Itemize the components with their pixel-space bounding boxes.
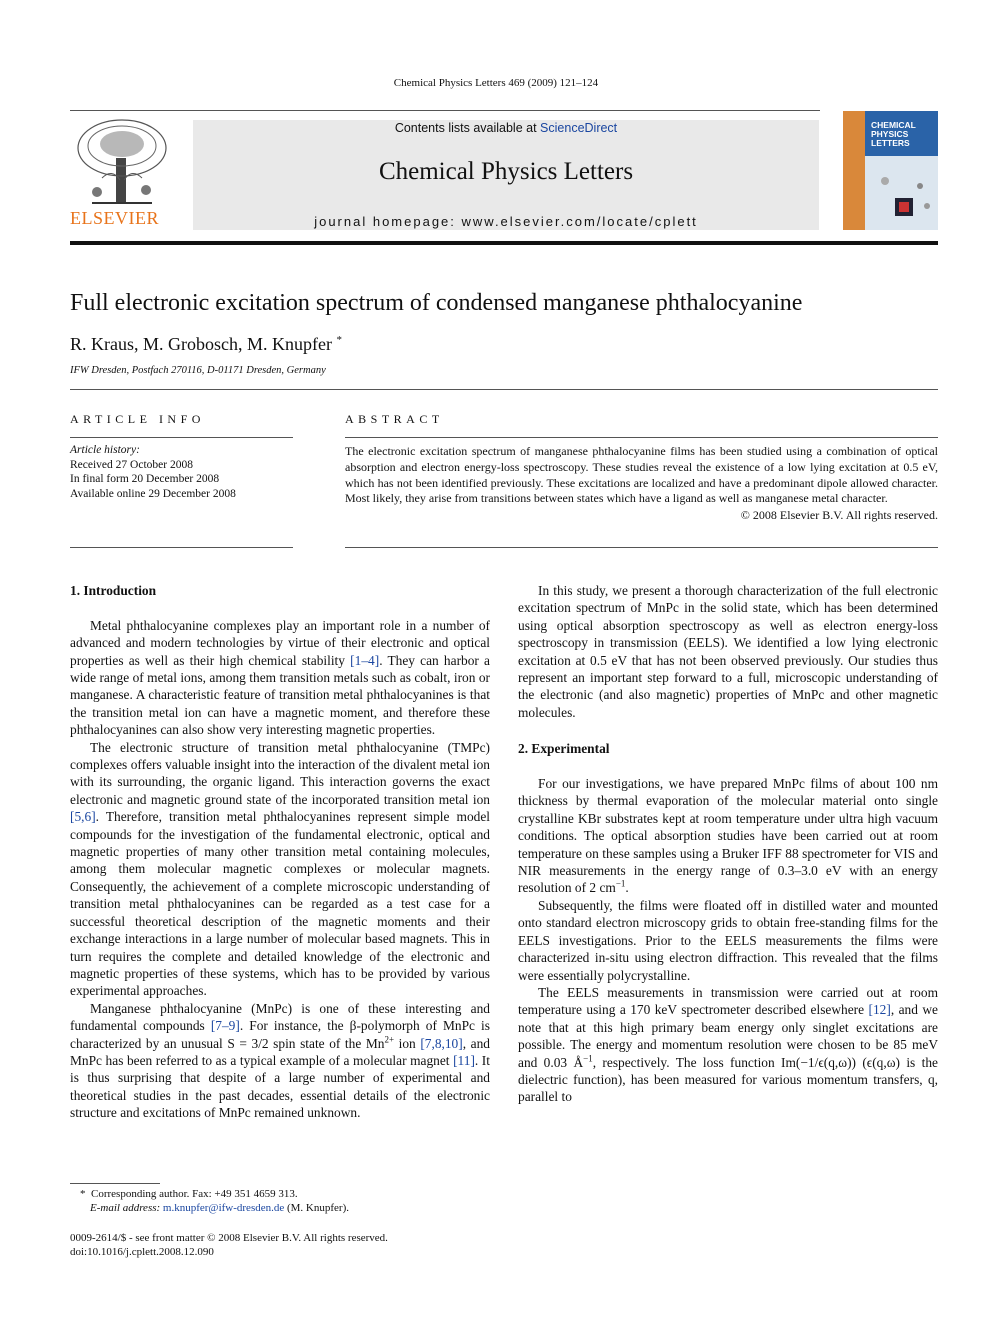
- issn-line: 0009-2614/$ - see front matter © 2008 Elsevier B.V. All rights reserved.: [70, 1232, 388, 1244]
- contents-line: [193, 121, 819, 135]
- journal-homepage[interactable]: journal homepage: www.elsevier.com/locate/cplett: [314, 214, 698, 229]
- paragraph-text: For our investigations, we have prepared MnPc films of about 100 nm thickness by thermal evaporation of the molecular material onto single crystalline KBr substrates kept at room temperature under ultra high vacuum conditions. The optical absorption studies have been carried out at room temperature on these samples using a Bruker IFF 88 spectrometer for VIS and NIR measurements in the energy range of 0.3–3.0 eV with an energy resolution of 2 cm: [518, 776, 938, 896]
- citation-link[interactable]: [7–9]: [210, 1018, 240, 1034]
- footnote-text: Corresponding author. Fax: +49 351 4659 313.: [91, 1188, 298, 1200]
- abstract-heading: ABSTRACT: [345, 412, 444, 426]
- masthead-rule: [70, 241, 938, 245]
- abstract-copyright: © 2008 Elsevier B.V. All rights reserved.: [740, 508, 938, 523]
- cover-title-line: CHEMICAL: [871, 120, 916, 130]
- citation-link[interactable]: [12]: [868, 1002, 891, 1018]
- paragraph-text: The EELS measurements in transmission were carried out at room temperature using a 170 keV spectrometer described elsewhere: [518, 984, 938, 1018]
- received-date: Received 27 October 2008: [70, 458, 193, 471]
- imprint: [70, 1231, 388, 1259]
- corresponding-author-mark[interactable]: *: [336, 334, 342, 346]
- paragraph: In this study, we present a thorough characterization of the full electronic excitation spectrum of MnPc in the solid state, which has been determined using optical absorption spectroscopy as well as electron energy-loss spectroscopy in transmission (EELS). We identified a low lying electronic excitation at 0.5 eV that has not been observed previously. Our studies thus represent an important step forward to a full, microscopic understanding of the electronic (and also magnetic) properties of MnPc and other magnetic molecules.: [518, 583, 938, 720]
- superscript: −1: [615, 879, 626, 890]
- section-heading-introduction: 1. Introduction: [70, 583, 157, 598]
- footnote-mark: *: [80, 1188, 86, 1200]
- footnote-corresponding: [70, 1187, 490, 1201]
- body-column-right: [518, 582, 938, 1106]
- doi-line[interactable]: doi:10.1016/j.cplett.2008.12.090: [70, 1246, 214, 1258]
- cover-title-line: LETTERS: [871, 138, 910, 148]
- paragraph-text: Metal phthalocyanine complexes play an important role in a number of advanced and modern technologies by virtue of their electronic and optical properties as well as their high chemical stability: [70, 617, 490, 668]
- footnote: [70, 1187, 490, 1215]
- article-history: [70, 437, 293, 501]
- abstract-text: The electronic excitation spectrum of manganese phthalocyanine films has been studied using a combination of optical absorption and electron energy-loss spectroscopy. These studies reveal the existence of a low lying excitation at 0.5 eV, which has not been identified previously. These excitations are localized and have a predominant dipole allowed character. Most likely, they arise from transitions between states which have a ligand as well as manganese metal character.: [345, 444, 938, 506]
- paragraph: [518, 984, 938, 1106]
- journal-cover: [843, 111, 938, 230]
- elsevier-wordmark: ELSEVIER: [70, 208, 159, 228]
- article-title: Full electronic excitation spectrum of condensed manganese phthalocyanine: [70, 290, 803, 316]
- paragraph: [518, 775, 938, 897]
- footnote-rule: [70, 1183, 160, 1184]
- cover-molecule-icon: [865, 156, 938, 230]
- superscript: 2+: [384, 1034, 395, 1045]
- paragraph: [70, 617, 490, 739]
- journal-header: [193, 120, 819, 230]
- elsevier-logo: [70, 118, 180, 234]
- sciencedirect-link[interactable]: ScienceDirect: [540, 121, 618, 135]
- paragraph-text: . Therefore, transition metal phthalocyanines represent simple model compounds for the investigation of the fundamental electronic, optical and magnetic properties of many other transition metal containing molecules, among them molecular magnetic complexes or molecular magnets. Consequently, the achievement of a complete microscopic understanding of transition metal phthalocyanines can be regarded as a test case for a successful theoretical description of the magnetic moments and their exchange interactions in a large number of molecular based magnets. This in turn requires the complete and detailed knowledge of the electronic and magnetic properties of these systems, which has to be provided by various experimental approaches.: [70, 809, 490, 999]
- paragraph-text: , and we note that at this high primary beam energy only singlet excitations are possible. The energy and momentum resolution were chosen to be 85 meV and 0.03 Å: [518, 1002, 938, 1070]
- citation-link[interactable]: [5,6]: [70, 809, 96, 825]
- paragraph-text: . For instance, the β-polymorph of MnPc is characterized by an unusual S = 3/2 spin state of the Mn: [70, 1018, 490, 1051]
- cover-title: [871, 121, 916, 148]
- history-label: Article history:: [70, 444, 140, 456]
- email-label: E-mail address:: [90, 1202, 161, 1214]
- footnote-email-line: [70, 1201, 490, 1215]
- header-rule: [70, 110, 820, 111]
- paragraph-text: , and MnPc has been referred to as a typical example of a molecular magnet: [70, 1035, 490, 1068]
- paragraph: [70, 739, 490, 1000]
- affiliation-rule: [70, 389, 938, 390]
- superscript: −1: [583, 1053, 593, 1064]
- paragraph-text: . They can harbor a wide range of metal ions, among them transition metals such as cobalt, iron or manganese. A characteristic feature of transition metal phthalocyanines is that the transition metal ion can have a magnetic moment, and therefore these phthalocyanines can also show very interesting magnetic properties.: [70, 652, 490, 738]
- journal-name: Chemical Physics Letters: [378, 158, 634, 185]
- affiliation: IFW Dresden, Postfach 270116, D-01171 Dresden, Germany: [70, 365, 326, 376]
- revised-date: In final form 20 December 2008: [70, 473, 220, 485]
- citation-link[interactable]: [1–4]: [350, 652, 380, 668]
- citation-link[interactable]: [11]: [453, 1052, 475, 1068]
- article-info-heading: ARTICLE INFO: [70, 412, 205, 426]
- paragraph-text: .: [625, 880, 629, 896]
- email-link[interactable]: m.knupfer@ifw-dresden.de: [162, 1202, 285, 1214]
- contents-prefix: Contents lists available at: [394, 121, 537, 135]
- cover-stripe: [843, 111, 865, 230]
- online-date: Available online 29 December 2008: [70, 487, 236, 500]
- abstract-rule: [345, 547, 938, 548]
- paragraph-text: . It is thus surprising that despite of a large number of experimental and theoretical studies in the past decades, essential details of the electronic structure and excitations of MnPc remained unknown.: [70, 1052, 490, 1121]
- cover-title-line: PHYSICS: [871, 129, 909, 139]
- section-heading-experimental: 2. Experimental: [518, 741, 610, 757]
- body-column-left: [70, 582, 490, 1122]
- paragraph-text: , respectively. The loss function Im(−1/ϵ(q,ω)) (ϵ(q,ω) is the dielectric function), has been measured for various momentum transfers, q, parallel to: [518, 1054, 938, 1105]
- cover-image: [865, 156, 938, 230]
- paragraph-text: ion: [394, 1035, 416, 1051]
- paragraph-text: Manganese phthalocyanine (MnPc) is one of these interesting and fundamental compounds: [70, 1000, 490, 1034]
- author-list: [70, 334, 342, 355]
- paragraph: Subsequently, the films were floated off in distilled water and mounted onto standard electron microscopy grids to obtain free-standing films for the EELS investigations. Prior to the EELS measurements the films were characterized in-situ using electron diffraction. This revealed that the films were essentially polycrystalline.: [518, 897, 938, 983]
- paragraph: [70, 1000, 490, 1122]
- article-info-rule: [70, 547, 293, 548]
- email-owner: (M. Knupfer).: [286, 1202, 349, 1214]
- elsevier-tree-icon: [72, 118, 172, 210]
- journal-citation: Chemical Physics Letters 469 (2009) 121–124: [393, 77, 599, 89]
- citation-link[interactable]: [7,8,10]: [420, 1035, 463, 1051]
- abstract-body: [345, 437, 938, 524]
- authors-text: R. Kraus, M. Grobosch, M. Knupfer: [70, 334, 332, 354]
- paragraph-text: The electronic structure of transition metal phthalocyanine (TMPc) complexes offers valuable insight into the interaction of the divalent metal ion with its surrounding, the organic ligand. This interaction governs the exact electronic and magnetic ground state of the incorporated transition metal ion: [70, 739, 490, 807]
